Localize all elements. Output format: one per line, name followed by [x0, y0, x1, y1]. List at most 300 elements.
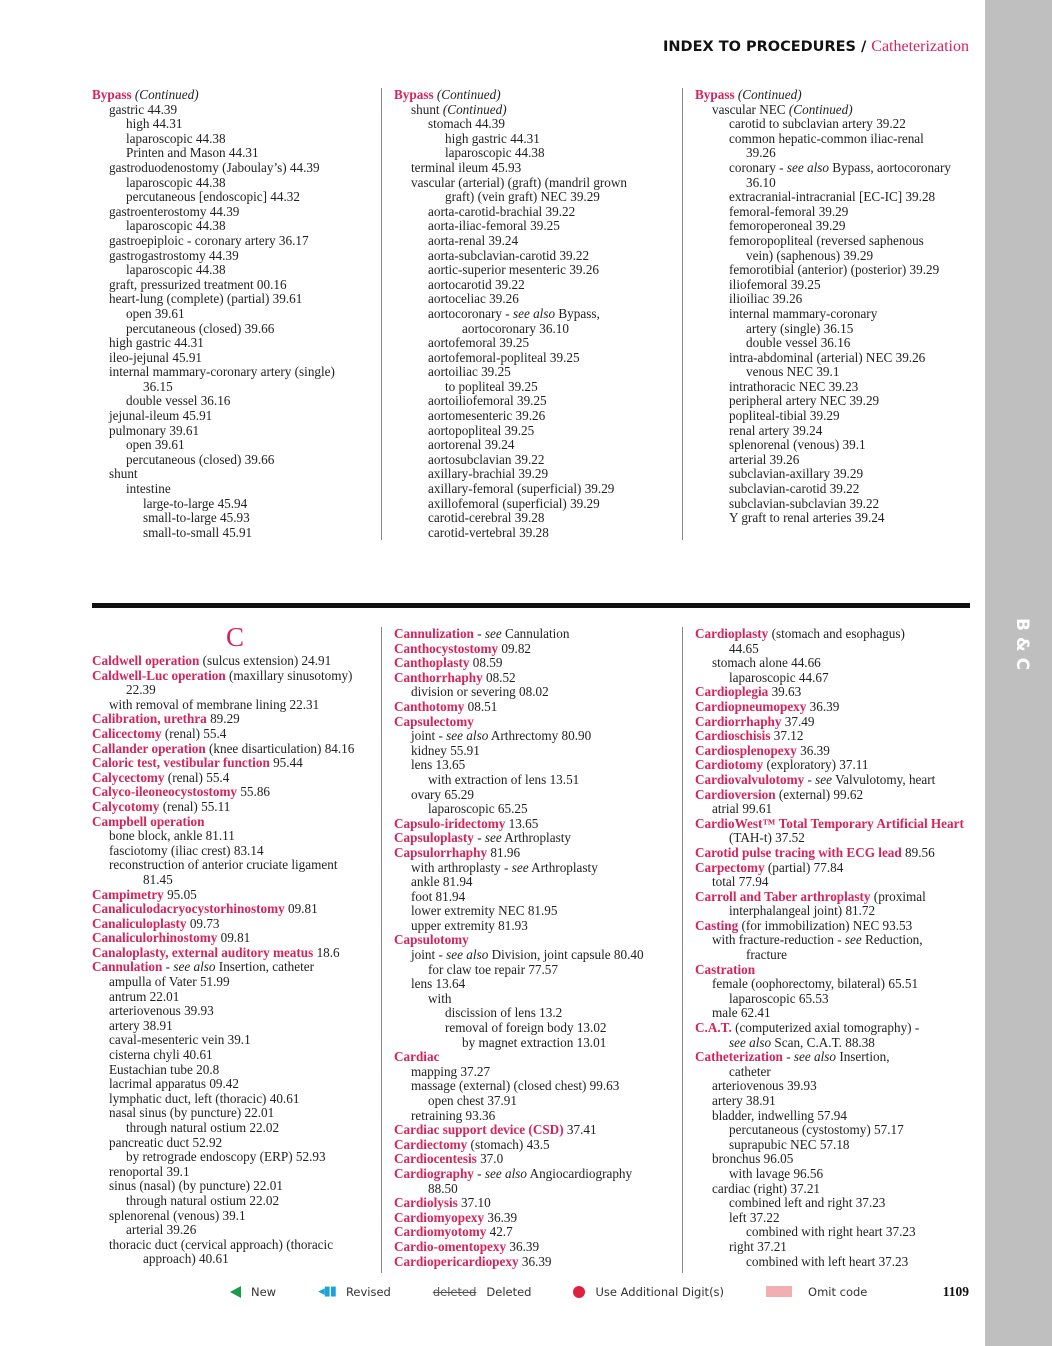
- index-entry: [394, 671, 681, 686]
- index-entry: [394, 467, 681, 482]
- index-entry: [92, 497, 378, 512]
- cross-reference-label: (Continued): [737, 87, 802, 102]
- entry-text: graft, pressurized treatment 00.16: [109, 276, 287, 292]
- entry-text: percutaneous (cystostomy) 57.17: [729, 1122, 904, 1138]
- index-entry: [394, 146, 681, 161]
- entry-text: laparoscopic 44.67: [729, 669, 829, 685]
- index-entry: [695, 1094, 982, 1109]
- index-entry: [695, 642, 982, 657]
- index-entry: [695, 190, 982, 205]
- entry-text: Arthroplasty: [528, 859, 598, 875]
- entry-text: massage (external) (closed chest) 99.63: [411, 1078, 620, 1094]
- index-entry: [394, 846, 681, 861]
- index-entry: [394, 1036, 681, 1051]
- index-entry: [92, 698, 378, 713]
- index-term: Canaliculorhinostomy: [92, 930, 218, 946]
- entry-text: laparoscopic 44.38: [126, 174, 226, 190]
- index-entry: [695, 409, 982, 424]
- index-entry: [92, 219, 378, 234]
- index-term: Cardioversion: [695, 786, 776, 802]
- entry-text: 36.39: [506, 1238, 540, 1254]
- entry-text: Division, joint capsule 80.40: [488, 947, 644, 963]
- index-entry: [394, 890, 681, 905]
- index-term: Canaliculodacryocystorhinostomy: [92, 901, 285, 917]
- cross-reference-label: see: [844, 932, 862, 948]
- entry-text: artery 38.91: [712, 1093, 776, 1108]
- index-entry: [92, 1004, 378, 1019]
- entry-text: aortocoronary -: [428, 305, 513, 321]
- entry-text: aorta-subclavian-carotid 39.22: [428, 247, 590, 263]
- index-entry: [695, 627, 982, 642]
- entry-text: 18.6: [313, 944, 340, 960]
- entry-text: gastroenterostomy 44.39: [109, 203, 240, 219]
- entry-text: 81.96: [487, 844, 521, 860]
- index-entry: [695, 817, 982, 832]
- index-entry: [394, 656, 681, 671]
- entry-text: aorta-iliac-femoral 39.25: [428, 218, 560, 234]
- index-column-top-2: [381, 88, 681, 540]
- index-entry: [92, 511, 378, 526]
- entry-text: laparoscopic 44.38: [126, 218, 226, 234]
- entry-text: small-to-large 45.93: [143, 510, 250, 526]
- entry-text: mapping 37.27: [411, 1063, 491, 1079]
- entry-text: 36.10: [746, 174, 776, 190]
- entry-text: -: [473, 1165, 485, 1181]
- index-entry: [394, 788, 681, 803]
- index-entry: [92, 176, 378, 191]
- index-entry: [92, 526, 378, 541]
- index-entry: [92, 1194, 378, 1209]
- entry-text: through natural ostium 22.02: [126, 1120, 280, 1135]
- index-entry: [92, 351, 378, 366]
- index-entry: [394, 278, 681, 293]
- index-entry: [695, 117, 982, 132]
- entry-text: (for immobilization) NEC 93.53: [738, 917, 913, 933]
- index-entry: [695, 1240, 982, 1255]
- entry-text: intrathoracic NEC 39.23: [729, 378, 859, 394]
- entry-text: kidney 55.91: [411, 742, 480, 758]
- index-entry: [92, 1019, 378, 1034]
- entry-text: Y graft to renal arteries 39.24: [729, 510, 885, 526]
- entry-text: -: [473, 626, 485, 641]
- entry-text: by retrograde endoscopy (ERP) 52.93: [126, 1149, 326, 1165]
- entry-text: -: [473, 830, 485, 846]
- index-entry: [394, 1050, 681, 1065]
- cross-reference-label: (Continued): [134, 87, 199, 102]
- index-entry: [92, 873, 378, 888]
- index-entry: [695, 933, 982, 948]
- entry-text: combined with left heart 37.23: [746, 1253, 909, 1269]
- index-term: Calibration, urethra: [92, 711, 207, 727]
- entry-text: renoportal 39.1: [109, 1163, 190, 1179]
- cross-reference-label: see also: [786, 159, 829, 175]
- index-term: Calycectomy: [92, 769, 165, 785]
- entry-text: peripheral artery NEC 39.29: [729, 393, 880, 409]
- entry-text: 55.86: [237, 784, 270, 800]
- entry-text: 37.41: [563, 1122, 597, 1138]
- entry-text: cisterna chyli 40.61: [109, 1047, 213, 1063]
- index-term: Cardiolysis: [394, 1195, 458, 1211]
- legend-omit-code: Omit code: [766, 1285, 867, 1299]
- entry-text: Reduction,: [861, 932, 923, 948]
- index-entry: [394, 234, 681, 249]
- index-entry: [695, 1138, 982, 1153]
- entry-text: artery 38.91: [109, 1017, 173, 1033]
- index-entry: [394, 526, 681, 541]
- entry-text: arteriovenous 39.93: [712, 1078, 817, 1094]
- entry-text: arterial 39.26: [729, 451, 800, 467]
- index-term: Carpectomy: [695, 859, 765, 875]
- entry-text: 13.65: [505, 815, 539, 831]
- index-entry: [92, 990, 378, 1005]
- entry-text: aortofemoral 39.25: [428, 335, 530, 351]
- index-term: Capsulotomy: [394, 932, 469, 948]
- entry-text: (exploratory) 37.11: [763, 757, 869, 773]
- index-entry: [695, 1123, 982, 1138]
- index-entry: [394, 685, 681, 700]
- header-title: INDEX TO PROCEDURES: [663, 39, 856, 55]
- index-entry: [92, 712, 378, 727]
- index-column-bottom-3: [682, 627, 982, 1273]
- entry-text: for claw toe repair 77.57: [428, 961, 558, 977]
- index-term: Capsulectomy: [394, 713, 474, 729]
- header-section: Catheterization: [871, 38, 969, 55]
- index-term: Bypass: [394, 87, 437, 102]
- index-entry: [394, 1021, 681, 1036]
- index-term: Cardiopericardiopexy: [394, 1253, 519, 1269]
- index-entry: [394, 642, 681, 657]
- index-entry: [695, 977, 982, 992]
- index-entry: [695, 802, 982, 817]
- index-entry: [394, 1079, 681, 1094]
- index-entry: [695, 249, 982, 264]
- entry-text: -: [162, 959, 174, 975]
- index-term: Castration: [695, 961, 756, 977]
- entry-text: -: [804, 771, 816, 787]
- index-entry: [695, 497, 982, 512]
- index-entry: [92, 1252, 378, 1267]
- entry-text: shunt: [109, 466, 138, 482]
- index-entry: [92, 917, 378, 932]
- index-term: Bypass: [695, 87, 738, 102]
- index-entry: [92, 1179, 378, 1194]
- index-entry: [394, 351, 681, 366]
- index-entry: [92, 975, 378, 990]
- entry-text: through natural ostium 22.02: [126, 1192, 280, 1208]
- entry-text: ileo-jejunal 45.91: [109, 349, 203, 365]
- index-term: Cannulization: [394, 626, 474, 641]
- index-entry: [92, 380, 378, 395]
- index-entry: [394, 1255, 681, 1270]
- entry-text: sinus (nasal) (by puncture) 22.01: [109, 1178, 283, 1194]
- index-term: Carroll and Taber arthroplasty: [695, 888, 871, 904]
- entry-text: Bypass, aortocoronary: [828, 159, 951, 175]
- index-entry: [695, 351, 982, 366]
- index-entry: [695, 307, 982, 322]
- entry-text: artery (single) 36.15: [746, 320, 854, 336]
- entry-text: aorta-renal 39.24: [428, 232, 519, 248]
- index-term: Capsulo-iridectomy: [394, 815, 506, 831]
- entry-text: renal artery 39.24: [729, 422, 823, 438]
- index-entry: [695, 263, 982, 278]
- cross-reference-label: see: [815, 771, 833, 787]
- index-entry: [394, 380, 681, 395]
- entry-text: internal mammary-coronary artery (single): [109, 364, 335, 380]
- index-entry: [92, 931, 378, 946]
- index-entry: [695, 875, 982, 890]
- index-entry: [92, 117, 378, 132]
- index-term: Caldwell-Luc operation: [92, 667, 226, 683]
- index-entry: [695, 1182, 982, 1197]
- section-divider: [92, 603, 970, 608]
- index-entry: [695, 103, 982, 118]
- entry-text: laparoscopic 65.25: [428, 801, 528, 817]
- index-column-bottom-1: [92, 622, 378, 1267]
- entry-text: 09.81: [284, 901, 318, 917]
- entry-text: 39.63: [768, 684, 802, 700]
- index-entry: [394, 438, 681, 453]
- index-term: Canthoplasty: [394, 655, 470, 671]
- index-entry: [394, 831, 681, 846]
- entry-text: joint -: [411, 947, 447, 963]
- cross-reference-label: see also: [484, 1165, 527, 1181]
- index-entry: [92, 858, 378, 873]
- entry-text: double vessel 36.16: [746, 335, 851, 351]
- index-entry: [92, 132, 378, 147]
- index-term: Canthotomy: [394, 698, 465, 714]
- index-entry: [92, 1106, 378, 1121]
- index-entry: [394, 1094, 681, 1109]
- entry-text: open 39.61: [126, 437, 185, 453]
- entry-text: ankle 81.94: [411, 874, 473, 890]
- index-entry: [695, 176, 982, 191]
- index-entry: [394, 307, 681, 322]
- index-term: C.A.T.: [695, 1020, 732, 1036]
- index-entry: [695, 861, 982, 876]
- page-header: [663, 38, 969, 56]
- entry-text: retraining 93.36: [411, 1107, 496, 1123]
- index-entry: [695, 1225, 982, 1240]
- entry-text: graft) (vein graft) NEC 39.29: [445, 189, 600, 205]
- index-entry: [394, 802, 681, 817]
- index-entry: [92, 103, 378, 118]
- entry-text: 37.49: [781, 713, 815, 729]
- index-entry: [92, 800, 378, 815]
- entry-text: division or severing 08.02: [411, 684, 549, 700]
- index-entry: [394, 1006, 681, 1021]
- entry-text: thoracic duct (cervical approach) (thoracic: [109, 1236, 334, 1252]
- entry-text: reconstruction of anterior cruciate ligament: [109, 857, 338, 873]
- index-entry: [394, 482, 681, 497]
- index-entry: [394, 715, 681, 730]
- index-term: Campimetry: [92, 886, 164, 902]
- index-entry: [695, 1109, 982, 1124]
- index-entry: [394, 263, 681, 278]
- index-entry: [394, 992, 681, 1007]
- entry-text: 08.51: [464, 698, 498, 714]
- entry-text: axillofemoral (superficial) 39.29: [428, 495, 600, 511]
- index-entry: [394, 409, 681, 424]
- index-entry: [92, 815, 378, 830]
- entry-text: 44.65: [729, 640, 759, 656]
- index-entry: [695, 1021, 982, 1036]
- entry-text: aortorenal 39.24: [428, 437, 515, 453]
- index-term: Cardiography: [394, 1165, 474, 1181]
- entry-text: jejunal-ileum 45.91: [109, 408, 213, 424]
- entry-text: 36.39: [518, 1253, 552, 1269]
- entry-text: by magnet extraction 13.01: [462, 1034, 607, 1050]
- entry-text: 08.52: [482, 669, 516, 685]
- entry-text: arterial 39.26: [126, 1222, 197, 1238]
- index-entry: [695, 831, 982, 846]
- entry-text: aortoceliac 39.26: [428, 291, 519, 307]
- entry-text: percutaneous (closed) 39.66: [126, 451, 275, 467]
- index-term: Casting: [695, 917, 739, 933]
- index-entry: [394, 132, 681, 147]
- index-entry: [92, 263, 378, 278]
- pink-swatch-icon: [766, 1286, 792, 1297]
- index-entry: [394, 88, 681, 103]
- index-term: Canthocystostomy: [394, 640, 499, 656]
- index-term: Cardioplegia: [695, 684, 769, 700]
- index-term: Cardiectomy: [394, 1136, 468, 1152]
- index-entry: [92, 249, 378, 264]
- index-term: CardioWest™ Total Temporary Artificial Heart: [695, 815, 964, 831]
- entry-text: (renal) 55.4: [164, 769, 230, 785]
- entry-text: Bypass,: [555, 305, 600, 321]
- index-entry: [695, 744, 982, 759]
- entry-text: aortofemoral-popliteal 39.25: [428, 349, 580, 365]
- index-entry: [695, 424, 982, 439]
- entry-text: common hepatic-common iliac-renal: [729, 130, 924, 146]
- entry-text: venous NEC 39.1: [746, 364, 840, 380]
- index-entry: [394, 1167, 681, 1182]
- index-term: Calycotomy: [92, 798, 160, 814]
- index-entry: [394, 219, 681, 234]
- entry-text: 95.44: [269, 755, 303, 771]
- entry-text: discission of lens 13.2: [445, 1005, 563, 1021]
- entry-text: splenorenal (venous) 39.1: [729, 437, 866, 453]
- index-entry: [92, 307, 378, 322]
- entry-text: upper extremity 81.93: [411, 917, 528, 933]
- index-column-top-1: [92, 88, 378, 540]
- entry-text: female (oophorectomy, bilateral) 65.51: [712, 976, 919, 992]
- index-entry: [394, 394, 681, 409]
- index-entry: [394, 817, 681, 832]
- entry-text: caval-mesenteric vein 39.1: [109, 1032, 251, 1048]
- entry-text: catheter: [729, 1063, 771, 1079]
- index-entry: [394, 453, 681, 468]
- index-entry: [92, 960, 378, 975]
- entry-text: 42.7: [486, 1224, 513, 1240]
- index-entry: [695, 278, 982, 293]
- index-entry: [92, 1121, 378, 1136]
- index-entry: [695, 992, 982, 1007]
- index-entry: [695, 292, 982, 307]
- index-term: Catheterization: [695, 1049, 783, 1065]
- index-term: Cardiocentesis: [394, 1151, 477, 1167]
- entry-text: laparoscopic 44.38: [126, 262, 226, 278]
- entry-text: aortoiliofemoral 39.25: [428, 393, 547, 409]
- entry-text: percutaneous [endoscopic] 44.32: [126, 189, 300, 205]
- side-tab: [985, 0, 1052, 1346]
- entry-text: with fracture-reduction -: [712, 932, 845, 948]
- entry-text: popliteal-tibial 39.29: [729, 408, 840, 424]
- entry-text: 95.05: [163, 886, 197, 902]
- legend-deleted: deleted Deleted: [432, 1284, 532, 1299]
- index-entry: [394, 904, 681, 919]
- index-term: Cardiopneumopexy: [695, 698, 807, 714]
- entry-text: vascular NEC: [712, 101, 789, 117]
- entry-text: laparoscopic 44.38: [126, 130, 226, 146]
- index-entry: [695, 1167, 982, 1182]
- entry-text: 36.39: [806, 698, 840, 714]
- index-entry: [695, 919, 982, 934]
- entry-text: vascular (arterial) (graft) (mandril grown: [411, 174, 628, 190]
- index-term: Cardioplasty: [695, 626, 769, 641]
- index-entry: [695, 438, 982, 453]
- entry-text: atrial 99.61: [712, 801, 773, 817]
- index-entry: [92, 409, 378, 424]
- entry-text: Arthrectomy 80.90: [488, 728, 592, 744]
- index-entry: [394, 875, 681, 890]
- index-entry: [92, 785, 378, 800]
- entry-text: left 37.22: [729, 1209, 780, 1225]
- entry-text: 37.0: [476, 1151, 504, 1167]
- entry-text: heart-lung (complete) (partial) 39.61: [109, 291, 303, 307]
- index-entry: [394, 1065, 681, 1080]
- index-entry: [695, 336, 982, 351]
- index-entry: [92, 1063, 378, 1078]
- index-entry: [92, 1048, 378, 1063]
- index-entry: [394, 758, 681, 773]
- entry-text: carotid to subclavian artery 39.22: [729, 116, 906, 132]
- entry-text: 08.59: [469, 655, 503, 671]
- blue-arrow-icon: ◂▮▮: [318, 1284, 336, 1299]
- index-entry: [394, 497, 681, 512]
- entry-text: Printen and Mason 44.31: [126, 145, 259, 161]
- index-term: Cardiomyopexy: [394, 1209, 485, 1225]
- cross-reference-label: see: [484, 626, 502, 641]
- entry-text: interphalangeal joint) 81.72: [729, 903, 876, 919]
- index-term: Cardioschisis: [695, 728, 771, 744]
- cross-reference-label: see also: [729, 1034, 772, 1050]
- legend-revised: ◂▮▮ Revised: [318, 1284, 391, 1299]
- entry-text: lymphatic duct, left (thoracic) 40.61: [109, 1090, 300, 1106]
- index-entry: [695, 1196, 982, 1211]
- entry-text: Valvulotomy, heart: [832, 771, 936, 787]
- index-entry: [394, 963, 681, 978]
- legend-new: New: [230, 1285, 276, 1299]
- entry-text: aortopopliteal 39.25: [428, 422, 535, 438]
- entry-text: aortocarotid 39.22: [428, 276, 525, 292]
- entry-text: (maxillary sinusotomy): [225, 667, 353, 683]
- entry-text: high gastric 44.31: [109, 335, 204, 351]
- index-entry: [695, 773, 982, 788]
- entry-text: (stomach and esophagus): [768, 626, 905, 641]
- entry-text: (knee disarticulation) 84.16: [205, 740, 355, 756]
- entry-text: aortocoronary 36.10: [462, 320, 569, 336]
- entry-text: femoropopliteal (reversed saphenous: [729, 232, 924, 248]
- index-entry: [394, 1211, 681, 1226]
- entry-text: subclavian-axillary 39.29: [729, 466, 864, 482]
- entry-text: 09.81: [217, 930, 251, 946]
- entry-text: subclavian-subclavian 39.22: [729, 495, 880, 511]
- index-entry: [92, 190, 378, 205]
- cross-reference-label: (Continued): [442, 101, 507, 117]
- index-entry: [92, 1150, 378, 1165]
- index-entry: [695, 715, 982, 730]
